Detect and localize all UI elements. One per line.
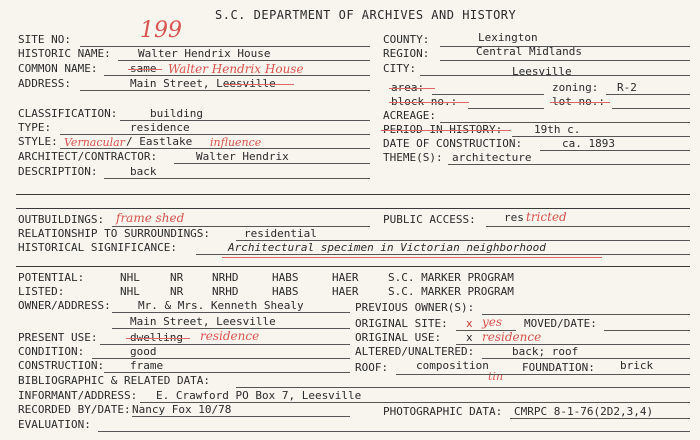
original-use-label: ORIGINAL USE: (355, 331, 442, 344)
altered-line (482, 358, 690, 359)
altered-label: ALTERED/UNALTERED: (355, 345, 475, 358)
moved-date-line (604, 330, 690, 331)
common-name-label: COMMON NAME: (18, 62, 98, 75)
classification-value: building (150, 107, 203, 120)
type-label: TYPE: (18, 121, 52, 134)
period-label: PERIOD IN HISTORY: (383, 123, 503, 136)
original-site-label: ORIGINAL SITE: (355, 317, 448, 330)
style-value: / Eastlake (126, 135, 193, 148)
classification-label: CLASSIFICATION: (18, 107, 118, 120)
common-name-handwritten: Walter Hendrix House (168, 62, 304, 76)
blank-line-2 (16, 208, 690, 209)
common-name-value: same (130, 62, 157, 75)
owner-value-2: Main Street, Leesville (130, 315, 276, 328)
owner-value-1: Mr. & Mrs. Kenneth Shealy (138, 299, 304, 312)
recorded-line (132, 416, 350, 417)
address-value: Main Street, Leesville (130, 77, 276, 90)
potential-nrhd: NRHD (212, 271, 239, 284)
site-no-label: SITE NO: (18, 33, 71, 46)
block-line (468, 108, 544, 109)
period-value: 19th c. (534, 123, 581, 136)
type-value: residence (130, 121, 190, 134)
style-handwritten-vernacular: Vernacular (64, 136, 125, 149)
public-access-handwritten: tricted (526, 210, 567, 224)
style-handwritten-influence: influence (210, 136, 262, 149)
zoning-line (606, 94, 690, 95)
common-name-strike (128, 69, 162, 70)
architect-label: ARCHITECT/CONTRACTOR: (18, 150, 158, 163)
listed-haer: HAER (332, 285, 359, 298)
roof-handwritten: tin (488, 370, 504, 383)
present-use-value: dwelling (130, 331, 183, 344)
condition-value: good (130, 345, 157, 358)
evaluation-label: EVALUATION: (18, 418, 91, 431)
outbuildings-label: OUTBUILDINGS: (18, 213, 105, 226)
original-site-mark: x (466, 317, 473, 330)
recorded-value: Nancy Fox 10/78 (132, 403, 232, 416)
previous-owner-line (482, 314, 690, 315)
potential-nhl: NHL (120, 271, 140, 284)
altered-value: back; roof (512, 345, 579, 358)
listed-sc-marker: S.C. MARKER PROGRAM (388, 285, 514, 298)
significance-line (196, 254, 690, 255)
block-label: block no.: (391, 95, 458, 108)
potential-nr: NR (170, 271, 184, 284)
previous-owner-label: PREVIOUS OWNER(S): (355, 301, 475, 314)
moved-date-label: MOVED/DATE: (524, 317, 597, 330)
area-strike (389, 88, 435, 89)
city-line (420, 75, 690, 76)
photographic-value: CMRPC 8-1-76(2D2,3,4) (514, 405, 654, 418)
style-label: STYLE: (18, 135, 58, 148)
county-value: Lexington (478, 31, 538, 44)
roof-value: composition (416, 359, 489, 372)
owner-line-1 (112, 312, 350, 313)
informant-value: E. Crawford PO Box 7, Leesville (156, 389, 362, 402)
construction-value: frame (130, 359, 164, 372)
date-of-construction-label: DATE OF CONSTRUCTION: (383, 137, 523, 150)
informant-label: INFORMANT/ADDRESS: (18, 389, 138, 402)
date-of-construction-value: ca. 1893 (562, 137, 615, 150)
region-line (440, 60, 690, 61)
region-value: Central Midlands (476, 45, 582, 58)
address-line (80, 90, 370, 91)
address-label: ADDRESS: (18, 77, 71, 90)
themes-value: architecture (452, 151, 532, 164)
present-use-handwritten: residence (200, 329, 260, 343)
type-line (60, 134, 370, 135)
block-strike (389, 102, 469, 103)
acreage-label: ACREAGE: (383, 109, 436, 122)
public-access-line (486, 226, 690, 227)
lot-strike (550, 102, 610, 103)
themes-label: THEME(S): (383, 151, 443, 164)
lot-line (612, 108, 690, 109)
relationship-label: RELATIONSHIP TO SURROUNDINGS: (18, 227, 211, 240)
address-strike (224, 84, 294, 85)
condition-label: CONDITION: (18, 345, 85, 358)
public-access-label: PUBLIC ACCESS: (383, 213, 476, 226)
recorded-label: RECORDED BY/DATE: (18, 403, 131, 416)
architect-value: Walter Hendrix (196, 150, 289, 163)
region-label: REGION: (383, 47, 430, 60)
owner-label: OWNER/ADDRESS: (18, 299, 111, 312)
original-use-handwritten: residence (482, 330, 542, 344)
listed-label: LISTED: (18, 285, 65, 298)
original-site-handwritten: yes (482, 315, 503, 329)
lot-label: lot no.: (552, 95, 605, 108)
card-title: S.C. DEPARTMENT OF ARCHIVES AND HISTORY (215, 8, 517, 22)
potential-habs: HABS (272, 271, 299, 284)
listed-nr: NR (170, 285, 184, 298)
photographic-line (510, 418, 690, 419)
section-divider (16, 266, 690, 267)
description-label: DESCRIPTION: (18, 165, 98, 178)
site-no-value: 199 (140, 18, 182, 43)
historic-name-value: Walter Hendrix House (138, 47, 271, 60)
blank-line-1 (16, 194, 690, 195)
foundation-value: brick (620, 359, 654, 372)
potential-sc-marker: S.C. MARKER PROGRAM (388, 271, 514, 284)
present-use-strike (126, 338, 190, 339)
significance-red-underline (222, 257, 602, 258)
evaluation-line (98, 431, 690, 432)
public-access-value: res (504, 211, 524, 224)
foundation-label: FOUNDATION: (522, 361, 595, 374)
historic-name-line (118, 60, 370, 61)
description-line (104, 178, 370, 179)
original-use-mark: x (466, 331, 473, 344)
bibliographic-line (236, 387, 690, 388)
present-use-label: PRESENT USE: (18, 331, 98, 344)
significance-value: Architectural specimen in Victorian neighborhood (228, 241, 546, 254)
potential-label: POTENTIAL: (18, 271, 85, 284)
zoning-label: zoning: (552, 81, 599, 94)
roof-line (396, 374, 690, 375)
area-label: area: (391, 81, 425, 94)
architect-line (174, 163, 370, 164)
outbuildings-handwritten: frame shed (116, 211, 185, 225)
listed-nhl: NHL (120, 285, 140, 298)
listed-nrhd: NRHD (212, 285, 239, 298)
style-line (60, 148, 370, 149)
themes-line (448, 164, 690, 165)
significance-label: HISTORICAL SIGNIFICANCE: (18, 241, 177, 254)
construction-label: CONSTRUCTION: (18, 359, 105, 372)
listed-habs: HABS (272, 285, 299, 298)
construction-line (104, 372, 350, 373)
common-name-line (104, 75, 370, 76)
county-label: COUNTY: (383, 33, 430, 46)
potential-haer: HAER (332, 271, 359, 284)
photographic-label: PHOTOGRAPHIC DATA: (383, 405, 503, 418)
bibliographic-label: BIBLIOGRAPHIC & RELATED DATA: (18, 374, 211, 387)
description-value: back (130, 165, 157, 178)
city-label: CITY: (383, 62, 417, 75)
relationship-value: residential (244, 227, 317, 240)
zoning-value: R-2 (617, 81, 637, 94)
date-of-construction-line (540, 150, 690, 151)
city-value: Leesville (512, 65, 572, 78)
period-strike (381, 130, 511, 131)
roof-label: ROOF: (355, 361, 389, 374)
historic-name-label: HISTORIC NAME: (18, 47, 111, 60)
